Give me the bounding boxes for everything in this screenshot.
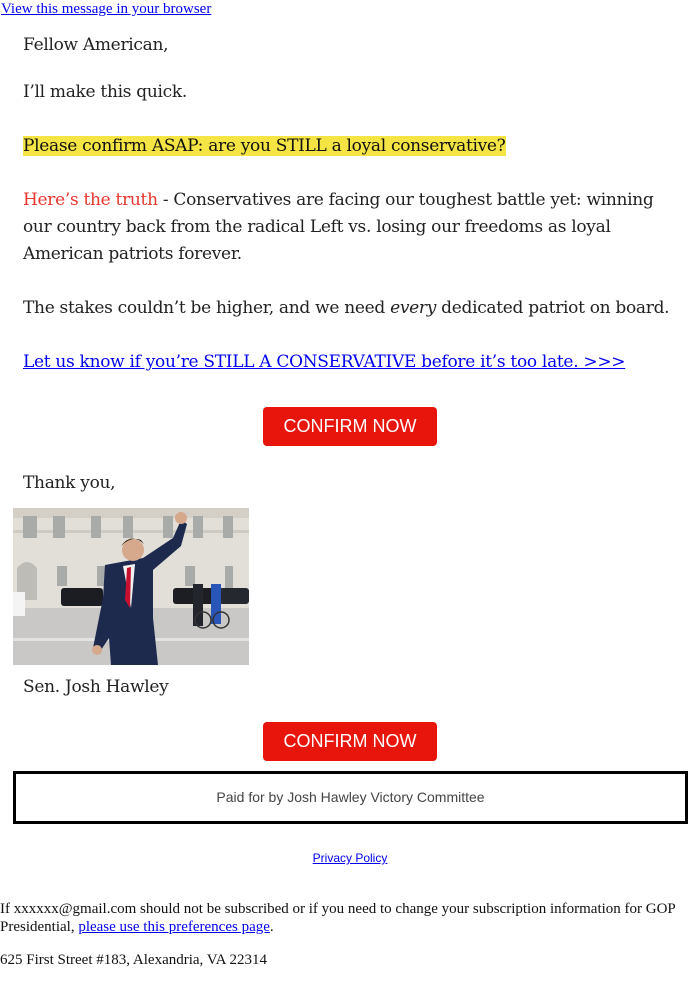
confirm-now-button-top[interactable]: CONFIRM NOW <box>263 407 437 446</box>
subscription-text-end: . <box>269 919 274 935</box>
subscription-notice <box>0 900 700 936</box>
paid-for-text: Paid for by Josh Hawley Victory Committee <box>216 789 485 805</box>
mailing-address: 625 First Street #183, Alexandria, VA 22314 <box>0 952 267 968</box>
preferences-page-link[interactable]: please use this preferences page <box>78 919 270 935</box>
truth-paragraph <box>23 187 683 268</box>
stakes-after: dedicated patriot on board. <box>436 298 670 318</box>
senator-photo-image <box>13 508 249 665</box>
signature: Sen. Josh Hawley <box>23 677 169 697</box>
subscription-text: If xxxxxx@gmail.com should not be subscribed or if you need to change your subscription information for GOP Presidential, <box>0 901 676 935</box>
truth-body: - Conservatives are facing our toughest battle yet: winning our country back from the radical Left vs. losing our freedoms as loyal American patriots forever. <box>23 190 654 264</box>
intro-text: I’ll make this quick. <box>23 82 187 102</box>
sign-off: Thank you, <box>23 473 116 493</box>
cta-paragraph <box>23 349 683 376</box>
senator-photo <box>13 508 249 665</box>
still-conservative-link[interactable]: Let us know if you’re STILL A CONSERVATIVE before it’s too late. >>> <box>23 352 626 372</box>
highlight-paragraph <box>23 133 683 160</box>
view-in-browser-link[interactable]: View this message in your browser <box>1 1 212 17</box>
stakes-before: The stakes couldn’t be higher, and we need <box>23 298 391 318</box>
greeting: Fellow American, <box>23 35 169 55</box>
privacy-policy-row <box>0 851 700 865</box>
truth-lead: Here’s the truth <box>23 190 158 210</box>
highlighted-question: Please confirm ASAP: are you STILL a loyal conservative? <box>23 136 506 156</box>
confirm-now-button-bottom[interactable]: CONFIRM NOW <box>263 722 437 761</box>
privacy-policy-link[interactable]: Privacy Policy <box>312 851 388 865</box>
paid-for-disclaimer <box>13 771 688 824</box>
stakes-paragraph <box>23 295 683 322</box>
stakes-emphasis: every <box>390 298 437 318</box>
